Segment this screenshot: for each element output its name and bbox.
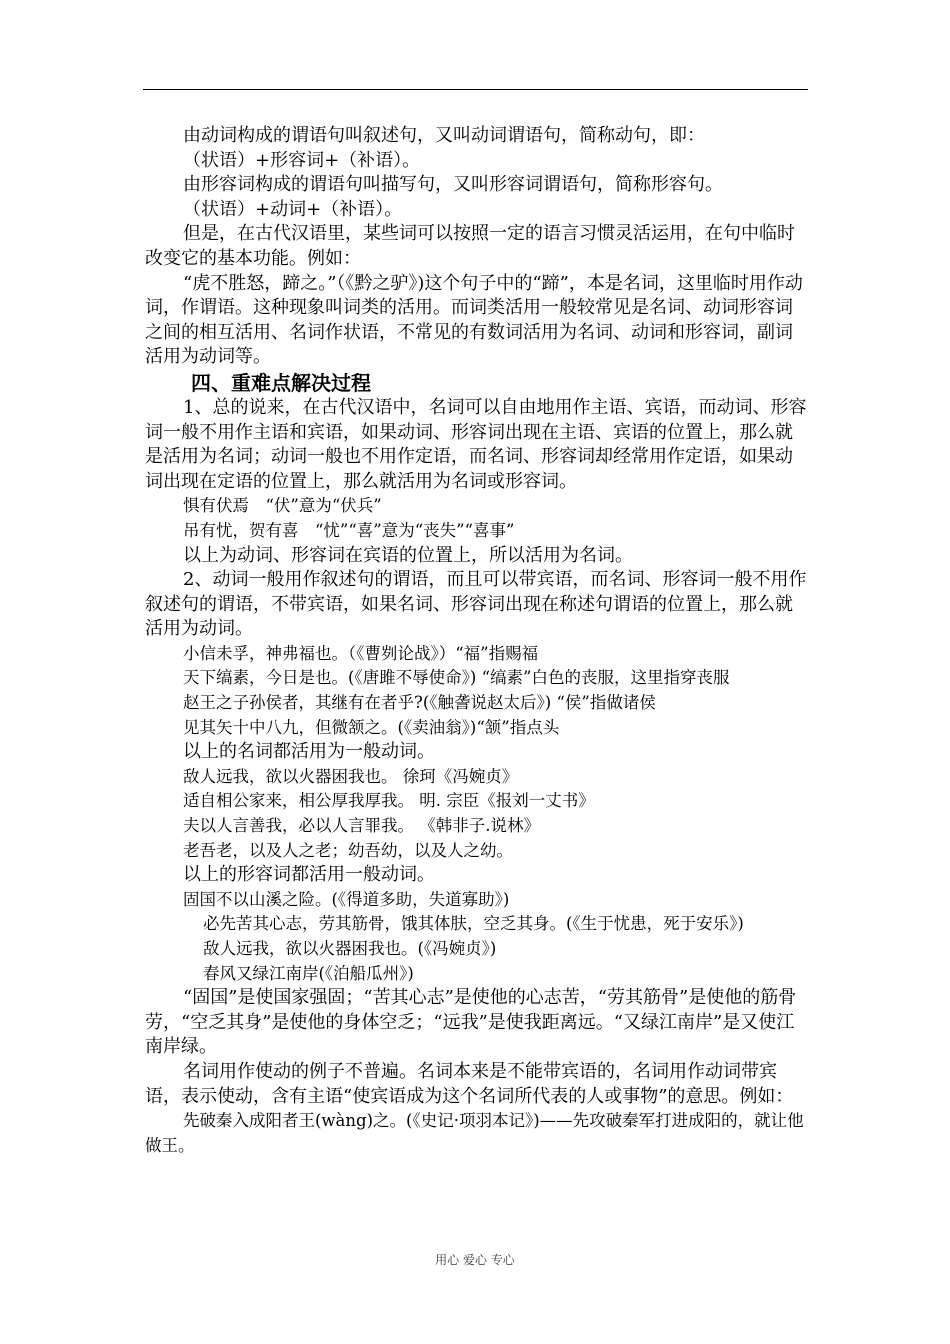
section-paragraph-2: 2、动词一般用作叙述句的谓语，而且可以带宾语，而名词、形容词一般不用作叙述句的谓语，不带宾语，如果名词、形容词出现在称述句谓语的位置上，那么就活用为动词。 [145, 569, 807, 640]
example-line: 赵王之子孙侯者，其继有在者乎?(《触詟说赵太后》) “侯”指做诸侯 [183, 693, 656, 713]
example-line: 敌人远我，欲以火器困我也。(《冯婉贞》) [203, 939, 497, 958]
example-line: 敌人远我，欲以火器困我也。 徐珂《冯婉贞》 [183, 766, 519, 786]
page-footer: 用心 爱心 专心 [435, 1253, 515, 1267]
intro-paragraph-3: 但是，在古代汉语里，某些词可以按照一定的语言习惯灵活运用，在句中临时改变它的基本功能。例如： [145, 223, 795, 269]
example-line: 适自相公家来，相公厚我厚我。 明. 宗臣《报刘一丈书》 [183, 791, 595, 811]
formula-line-2: （状语）+动词+（补语）。 [183, 198, 403, 220]
document-body [145, 124, 807, 1158]
example-line: 见其矢十中八九，但微颔之。(《卖油翁》)“颔”指点头 [183, 717, 560, 737]
section-heading: 四、重难点解决过程 [191, 370, 371, 395]
summary-line: 以上为动词、形容词在宾语的位置上，所以活用为名词。 [183, 544, 633, 566]
example-line: 老吾老，以及人之老；幼吾幼，以及人之幼。 [183, 840, 513, 860]
section-paragraph-1: 1、总的说来，在古代汉语中，名词可以自由地用作主语、宾语，而动词、形容词一般不用作主语和宾语，如果动词、形容词出现在主语、宾语的位置上，那么就是活用为名词；动词一般也不用作定语，而名词、形容词却经常用作定语，如果动词出现在定语的位置上，那么就活用为名词或形容词。 [145, 396, 807, 492]
example-line: 吊有忧，贺有喜 “忧”“喜”意为“丧失”“喜事” [183, 520, 515, 540]
header-rule [143, 89, 808, 90]
example-line: 天下缟素，今日是也。(《唐雎不辱使命》) “缟素”白色的丧服，这里指穿丧服 [183, 668, 730, 688]
section-paragraph-3: 名词用作使动的例子不普遍。名词本来是不能带宾语的，名词用作动词带宾语，表示使动，含有主语“使宾语成为这个名词所代表的人或事物”的意思。例如： [145, 1060, 794, 1107]
example-line: 惧有伏焉 “伏”意为“伏兵” [183, 496, 382, 516]
example-line: 小信未孚，神弗福也。（《曹刿论战》）“福”指赐福 [183, 643, 539, 663]
intro-paragraph-1: 由动词构成的谓语句叫叙述句，又叫动词谓语句，简称动句，即： [183, 125, 705, 146]
example-line: 夫以人言善我，必以人言罪我。 《韩非子.说林》 [183, 816, 540, 836]
explanation-paragraph: “固国”是使国家强固；“苦其心志”是使他的心志苦，“劳其筋骨”是使他的筋骨劳，“空乏其身”是使他的身体空乏；“远我”是使我距离远。“又绿江南岸”是又使江南岸绿。 [145, 987, 797, 1058]
intro-paragraph-2: 由形容词构成的谓语句叫描写句，又叫形容词谓语句，简称形容句。 [183, 174, 723, 196]
example-line: 先破秦入成阳者王(wàng)之。(《史记·项羽本记》)——先攻破秦军打进成阳的，就让他做王。 [145, 1111, 804, 1155]
example-line: 必先苦其心志，劳其筋骨，饿其体肤，空乏其身。(《生于忧患，死于安乐》) [203, 914, 744, 934]
example-line: 春风又绿江南岸(《泊船瓜州》) [203, 963, 414, 983]
example-line: 固国不以山溪之险。(《得道多助，失道寡助》) [183, 889, 510, 909]
formula-line-1: （状语）+形容词+（补语）。 [183, 149, 421, 171]
intro-paragraph-4: “虎不胜怒，蹄之。”（《黔之驴》)这个句子中的“蹄”，本是名词，这里临时用作动词，作谓语。这种现象叫词类的活用。而词类活用一般较常见是名词、动词形容词之间的相互活用、名词作状语，不常见的有数词活用为名词、动词和形容词，副词活用为动词等。 [145, 272, 803, 368]
summary-line: 以上的形容词都活用一般动词。 [183, 864, 435, 886]
summary-line: 以上的名词都活用为一般动词。 [183, 741, 435, 763]
